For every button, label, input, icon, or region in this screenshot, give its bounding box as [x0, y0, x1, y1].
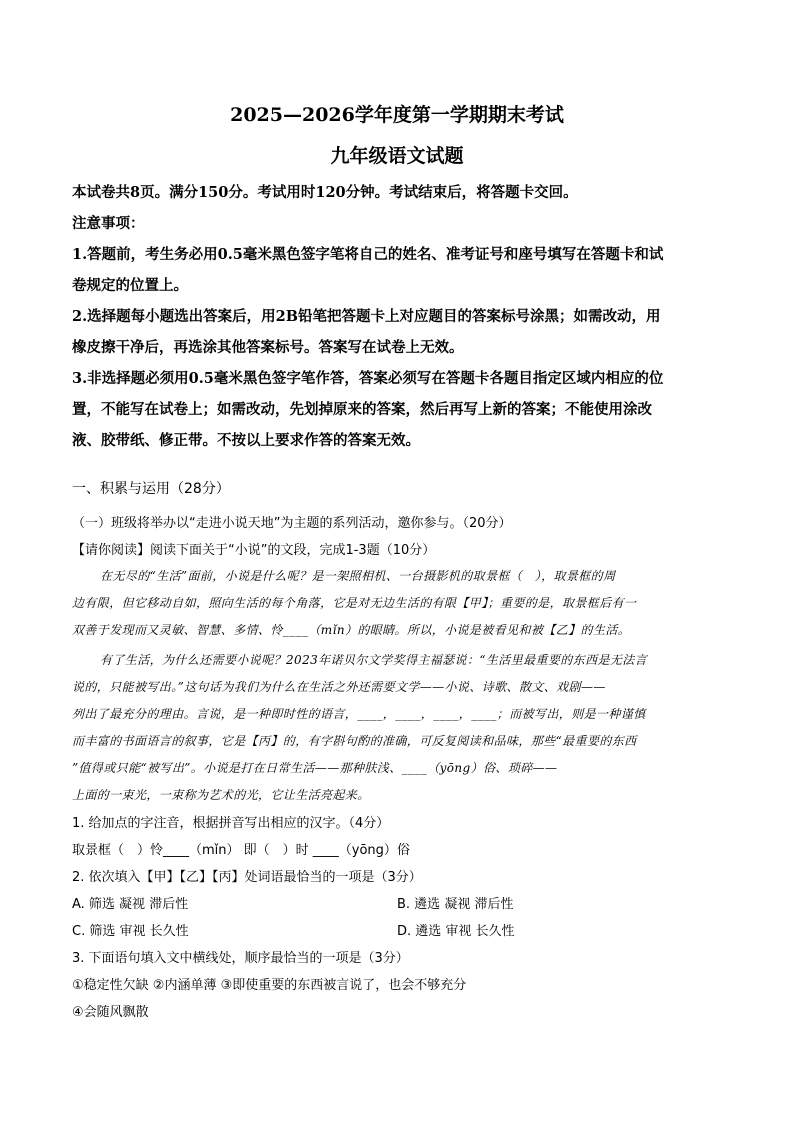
option-b: B. 遴选 凝视 滞后性	[397, 897, 514, 912]
reading-heading: 【请你阅读】阅读下面关于“小说”的文段，完成1-3题（10分）	[72, 543, 436, 558]
question-1: 1. 给加点的字注音，根据拼音写出相应的汉字。（4分）	[72, 816, 390, 831]
option-c: C. 筛选 审视 长久性	[72, 924, 189, 939]
notice-line: 2.选择题每小题选出答案后，用2B铅笔把答题卡上对应题目的答案标号涂黑；如需改动，用	[72, 308, 661, 325]
notice-heading: 注意事项：	[72, 215, 145, 232]
question-3-line: ④会随风飘散	[72, 1005, 149, 1020]
part-heading: （一）班级将举办以“走进小说天地”为主题的系列活动，邀你参与。（20分）	[72, 516, 512, 531]
passage-line: 有了生活，为什么还需要小说呢？2023年诺贝尔文学奖得主福瑟说：“生活里最重要的东西是无法言	[100, 653, 648, 667]
exam-subtitle: 九年级语文试题	[330, 145, 464, 167]
section-heading: 一、积累与运用（28分）	[72, 481, 230, 497]
question-3: 3. 下面语句填入文中横线处，顺序最恰当的一项是（3分）	[72, 951, 409, 966]
notice-line: 液、胶带纸、修正带。不按以上要求作答的答案无效。	[72, 432, 420, 449]
passage-line: 双善于发现而又灵敏、智慧、多情、怜____（mǐn）的眼睛。所以，小说是被看见和被【乙】的生活。	[72, 623, 631, 637]
question-1-line: 取景框（ ）怜____（mǐn） 即（ ）时 ____（yōng）俗	[72, 843, 410, 858]
passage-line: 而丰富的书面语言的叙事，它是【丙】的，有字斟句酌的准确，可反复阅读和品味，那些“最重要的东西	[72, 734, 637, 748]
notice-line: 置，不能写在试卷上；如需改动，先划掉原来的答案，然后再写上新的答案；不能使用涂改	[72, 401, 652, 418]
intro-text: 本试卷共8页。满分150分。考试用时120分钟。考试结束后，将答题卡交回。	[72, 184, 578, 201]
notice-line: 3.非选择题必须用0.5毫米黑色签字笔作答，答案必须写在答题卡各题目指定区域内相应的位	[72, 370, 664, 387]
notice-line: 橡皮擦干净后，再选涂其他答案标号。答案写在试卷上无效。	[72, 339, 464, 356]
passage-line: ”值得或只能“被写出”。小说是打在日常生活——那种肤浅、____（yōng）俗、琐碎——	[72, 761, 558, 775]
notice-line: 1.答题前，考生务必用0.5毫米黑色签字笔将自己的姓名、准考证号和座号填写在答题卡和试	[72, 246, 664, 263]
exam-title: 2025—2026学年度第一学期期末考试	[230, 104, 564, 126]
passage-line: 边有限，但它移动自如，照向生活的每个角落，它是对无边生活的有限【甲】；重要的是，取景框后有一	[72, 596, 637, 610]
passage-line: 列出了最充分的理由。言说，是一种即时性的语言，____，____，____，____；而被写出，则是一种谨慎	[72, 707, 646, 721]
passage-line: 说的，只能被写出。”这句话为我们为什么在生活之外还需要文学——小说、诗歌、散文、戏剧——	[72, 680, 606, 694]
question-2: 2. 依次填入【甲】【乙】【丙】处词语最恰当的一项是（3分）	[72, 870, 422, 885]
option-a: A. 筛选 凝视 滞后性	[72, 897, 189, 912]
notice-line: 卷规定的位置上。	[72, 277, 188, 294]
option-d: D. 遴选 审视 长久性	[397, 924, 515, 939]
passage-line: 在无尽的“生活”面前，小说是什么呢？是一架照相机、一台摄影机的取景框（ ），取景框的周	[100, 569, 616, 583]
question-3-line: ①稳定性欠缺 ②内涵单薄 ③即使重要的东西被言说了，也会不够充分	[72, 978, 467, 993]
passage-line: 上面的一束光，一束称为艺术的光，它让生活亮起来。	[72, 788, 370, 802]
